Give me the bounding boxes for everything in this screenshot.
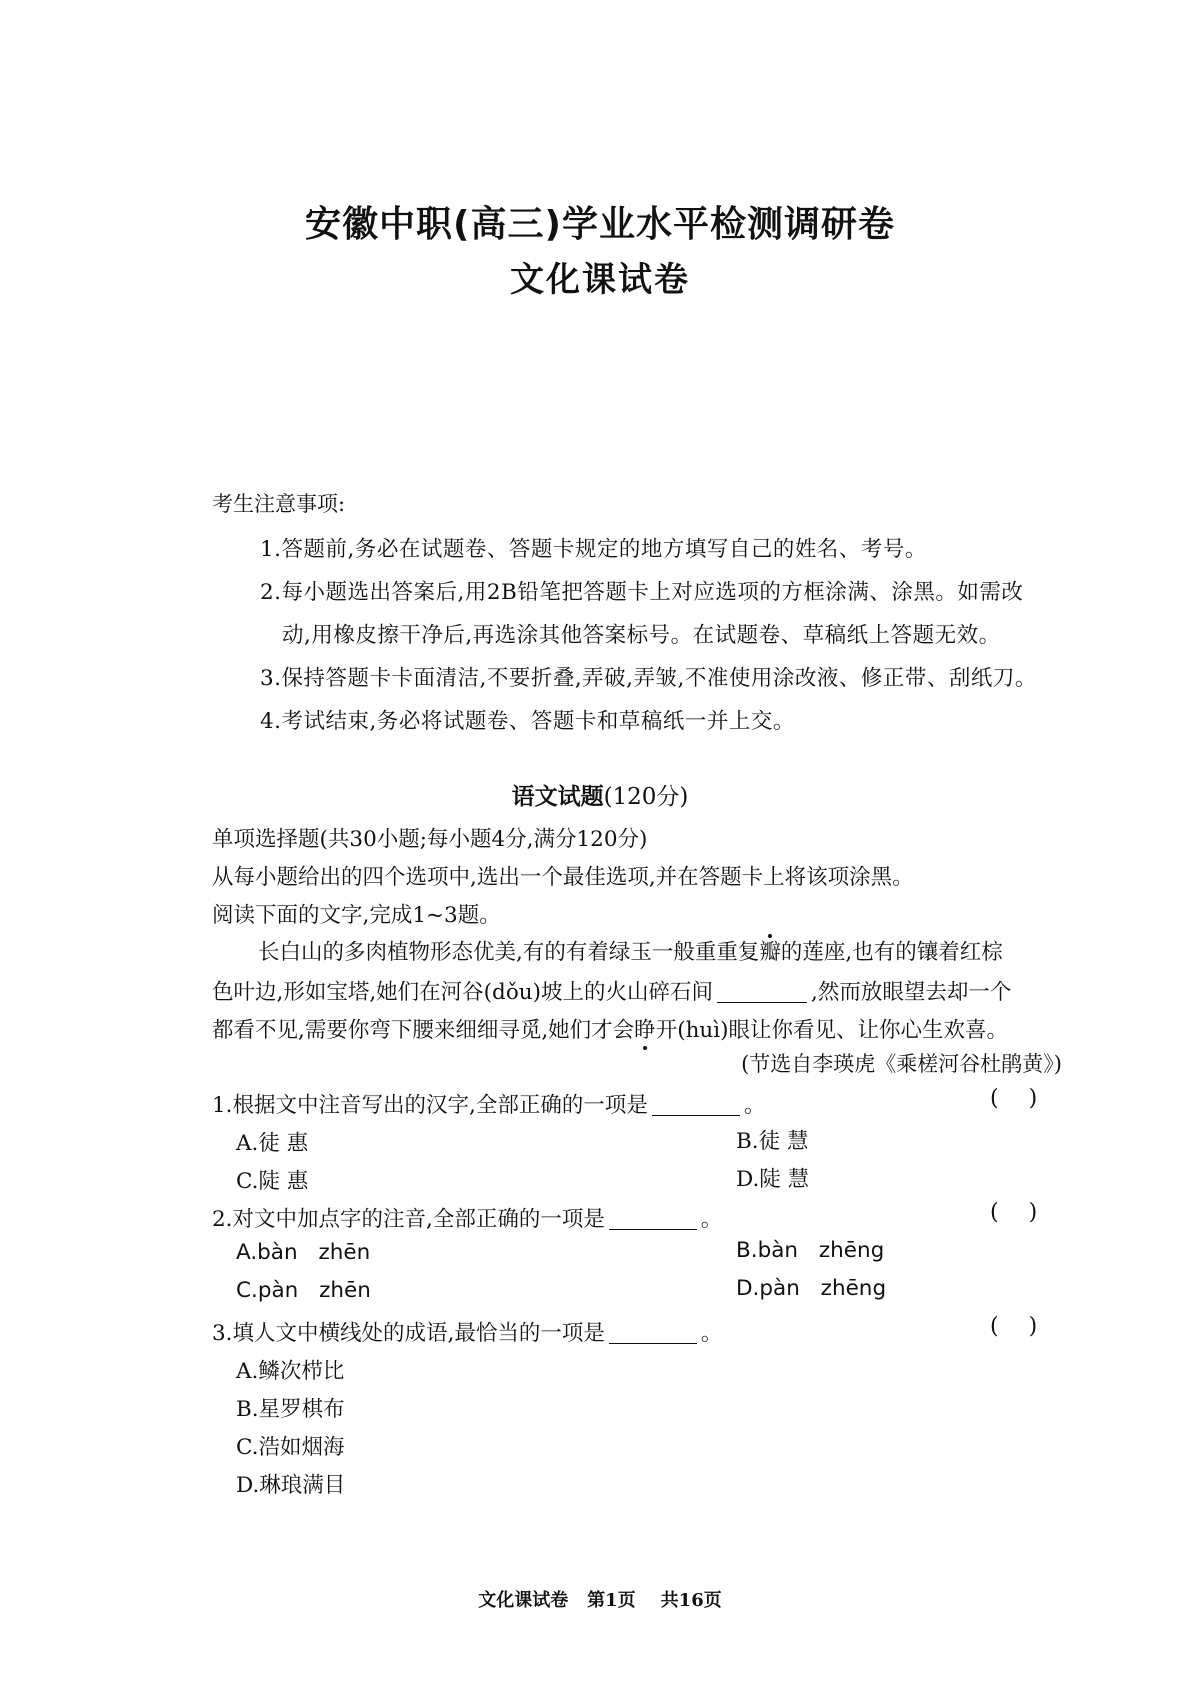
question-2-option-c: C.pàn zhēn	[236, 1278, 371, 1303]
question-2-stem: 2.对文中加点字的注音,全部正确的一项是 。	[212, 1207, 723, 1232]
question-2-option-d: D.pàn zhēng	[736, 1276, 887, 1301]
notice-item-4: 4.考试结束,务必将试题卷、答题卡和草稿纸一并上交。	[260, 709, 795, 734]
question-1-option-b: B.徒 慧	[736, 1129, 809, 1154]
question-3-option-c: C.浩如烟海	[236, 1435, 345, 1460]
notice-item-3: 3.保持答题卡卡面清洁,不要折叠,弄破,弄皱,不准使用涂改液、修正带、刮纸刀。	[260, 666, 1037, 691]
question-3-option-a: A.鳞次栉比	[236, 1359, 345, 1384]
answer-blank	[609, 1322, 697, 1345]
question-2-option-b: B.bàn zhēng	[736, 1238, 885, 1263]
notice-heading: 考生注意事项:	[212, 492, 346, 516]
question-1-answer-paren: ()	[990, 1086, 1068, 1111]
question-1-option-d: D.陡 慧	[736, 1167, 810, 1192]
section-instruction-3: 阅读下面的文字,完成1~3题。	[212, 903, 501, 928]
section-instruction-2: 从每小题给出的四个选项中,选出一个最佳选项,并在答题卡上将该项涂黑。	[212, 865, 914, 890]
question-1-option-a: A.徒 惠	[236, 1131, 309, 1156]
fill-blank	[717, 981, 807, 1004]
passage-line-3: 都看不见,需要你弯下腰来细细寻觅,她们才会睁开(huì)眼让你看见、让你心生欢喜。	[212, 1018, 1009, 1043]
question-3-option-d: D.琳琅满目	[236, 1473, 346, 1498]
question-2-option-a: A.bàn zhēn	[236, 1240, 371, 1265]
answer-blank	[652, 1094, 740, 1117]
passage-source: (节选自李瑛虎《乘槎河谷杜鹃黄》)	[741, 1052, 1062, 1076]
question-1-stem: 1.根据文中注音写出的汉字,全部正确的一项是 。	[212, 1093, 766, 1118]
passage-line-2: 色叶边,形如宝塔,她们在河谷(dǒu)坡上的火山碎石间 ,然而放眼望去却一个	[212, 980, 1012, 1005]
exam-title: 安徽中职(高三)学业水平检测调研卷	[305, 204, 895, 245]
dotted-char: 睁	[634, 1018, 656, 1043]
question-3-stem: 3.填人文中横线处的成语,最恰当的一项是 。	[212, 1321, 723, 1346]
exam-subtitle: 文化课试卷	[510, 260, 690, 300]
question-1-option-c: C.陡 惠	[236, 1169, 309, 1194]
question-3-answer-paren: ()	[990, 1314, 1068, 1339]
question-3-option-b: B.星罗棋布	[236, 1397, 345, 1422]
dotted-char: 瓣	[759, 940, 781, 965]
notice-item-2-cont: 动,用橡皮擦干净后,再选涂其他答案标号。在试题卷、草稿纸上答题无效。	[282, 623, 1001, 648]
section-instruction-1: 单项选择题(共30小题;每小题4分,满分120分)	[212, 827, 648, 852]
notice-item-1: 1.答题前,务必在试题卷、答题卡规定的地方填写自己的姓名、考号。	[260, 537, 927, 562]
passage-line-1: 长白山的多肉植物形态优美,有的有着绿玉一般重重复瓣的莲座,也有的镶着红棕	[258, 940, 1003, 965]
question-2-answer-paren: ()	[990, 1200, 1068, 1225]
notice-item-2: 2.每小题选出答案后,用2B铅笔把答题卡上对应选项的方框涂满、涂黑。如需改	[260, 580, 1024, 605]
answer-blank	[609, 1208, 697, 1231]
section-title: 语文试题(120分)	[511, 784, 689, 810]
page-footer: 文化课试卷 第1页 共16页	[478, 1590, 722, 1611]
